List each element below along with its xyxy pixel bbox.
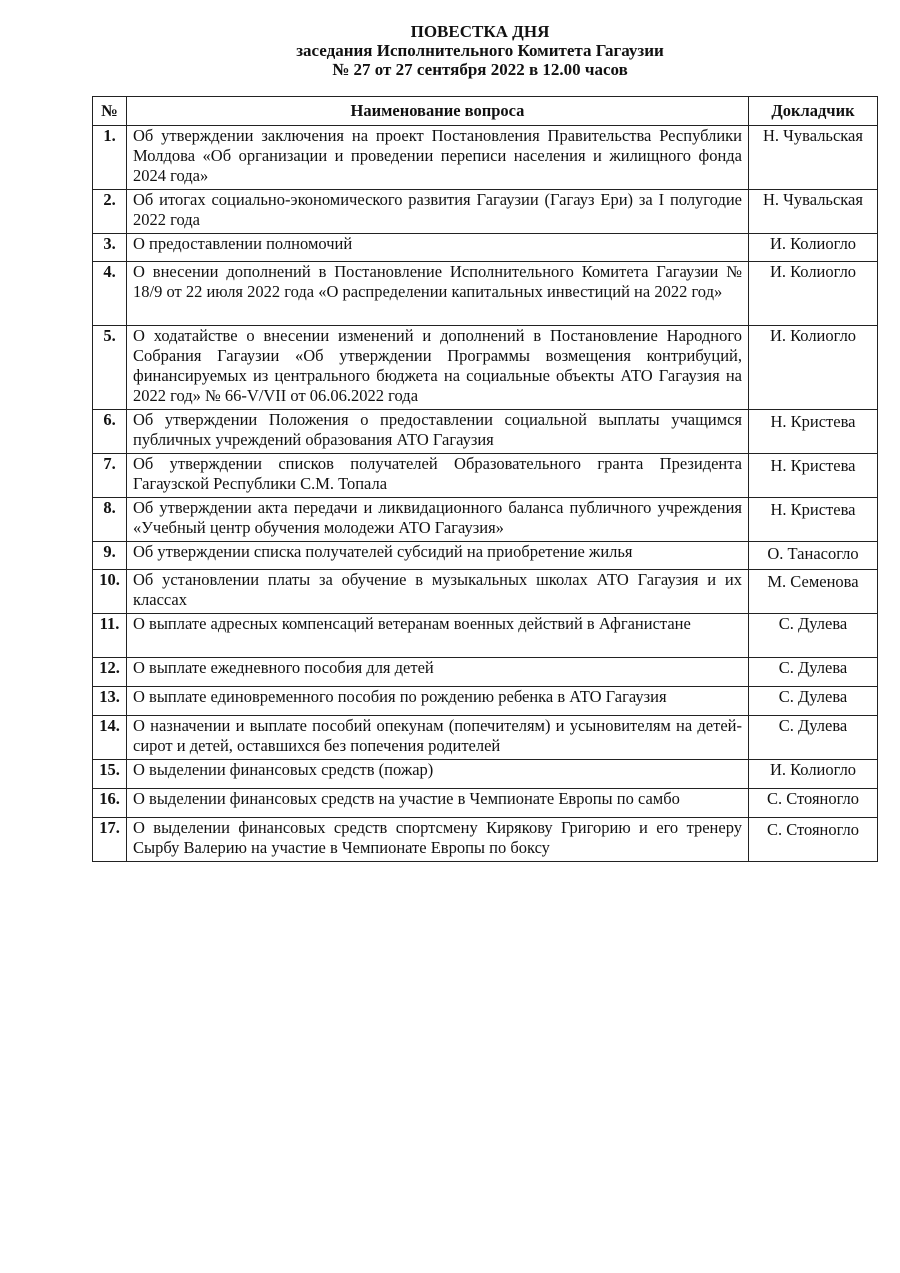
item-title: Об утверждении заключения на проект Постановления Правительства Республики Молдова «Об организации и проведении переписи населения и жилищного фонда 2024 года» <box>127 126 749 190</box>
agenda-row <box>93 570 878 614</box>
agenda-row <box>93 760 878 789</box>
item-title: О выплате адресных компенсаций ветеранам военных действий в Афганистане <box>127 614 749 658</box>
item-speaker: И. Колиогло <box>749 326 878 410</box>
agenda-row <box>93 658 878 687</box>
item-speaker: С. Дулева <box>749 658 878 687</box>
item-speaker: С. Дулева <box>749 716 878 760</box>
item-number: 17. <box>93 818 127 862</box>
item-title: О ходатайстве о внесении изменений и дополнений в Постановление Народного Собрания Гагаузии «Об утверждении Программы возмещения контрибуций, финансируемых из центрального бюджета на социальные объекты АТО Гагаузия на 2022 год» № 66-V/VII от 06.06.2022 года <box>127 326 749 410</box>
item-speaker: И. Колиогло <box>749 234 878 262</box>
document-header <box>0 22 900 79</box>
item-title: Об установлении платы за обучение в музыкальных школах АТО Гагаузия и их классах <box>127 570 749 614</box>
agenda-row <box>93 614 878 658</box>
agenda-row <box>93 818 878 862</box>
agenda-row <box>93 454 878 498</box>
item-number: 2. <box>93 190 127 234</box>
agenda-row <box>93 234 878 262</box>
item-number: 15. <box>93 760 127 789</box>
item-number: 14. <box>93 716 127 760</box>
agenda-row <box>93 687 878 716</box>
agenda-row <box>93 716 878 760</box>
agenda-row <box>93 542 878 570</box>
item-number: 3. <box>93 234 127 262</box>
item-title: О выплате ежедневного пособия для детей <box>127 658 749 687</box>
item-speaker: С. Стояногло <box>749 789 878 818</box>
item-number: 9. <box>93 542 127 570</box>
item-title: Об утверждении акта передачи и ликвидационного баланса публичного учреждения «Учебный центр обучения молодежи АТО Гагаузия» <box>127 498 749 542</box>
agenda-header-row <box>93 97 878 126</box>
column-header-speaker: Докладчик <box>749 97 878 126</box>
agenda-row <box>93 498 878 542</box>
column-header-title: Наименование вопроса <box>127 97 749 126</box>
item-title: О выделении финансовых средств спортсмену Кирякову Григорию и его тренеру Сырбу Валерию на участие в Чемпионате Европы по боксу <box>127 818 749 862</box>
document-title: ПОВЕСТКА ДНЯ <box>410 22 550 41</box>
agenda-row <box>93 190 878 234</box>
item-title: О внесении дополнений в Постановление Исполнительного Комитета Гагаузии № 18/9 от 22 июля 2022 года «О распределении капитальных инвестиций на 2022 год» <box>127 262 749 326</box>
agenda-row <box>93 262 878 326</box>
item-speaker: М. Семенова <box>749 570 878 614</box>
item-speaker: Н. Кристева <box>749 454 878 498</box>
agenda-table <box>92 96 878 862</box>
item-title: О выделении финансовых средств (пожар) <box>127 760 749 789</box>
item-number: 7. <box>93 454 127 498</box>
item-speaker: С. Стояногло <box>749 818 878 862</box>
item-number: 11. <box>93 614 127 658</box>
item-number: 4. <box>93 262 127 326</box>
item-title: Об утверждении списка получателей субсидий на приобретение жилья <box>127 542 749 570</box>
meeting-subtitle: заседания Исполнительного Комитета Гагаузии <box>296 41 664 60</box>
item-speaker: Н. Чувальская <box>749 190 878 234</box>
item-title: О назначении и выплате пособий опекунам (попечителям) и усыновителям на детей-сирот и детей, оставшихся без попечения родителей <box>127 716 749 760</box>
item-speaker: И. Колиогло <box>749 760 878 789</box>
meeting-date-line: № 27 от 27 сентября 2022 в 12.00 часов <box>332 60 628 79</box>
agenda-row <box>93 326 878 410</box>
agenda-row <box>93 789 878 818</box>
agenda-row <box>93 410 878 454</box>
item-speaker: Н. Кристева <box>749 498 878 542</box>
item-title: Об утверждении Положения о предоставлении социальной выплаты учащимся публичных учреждений образования АТО Гагаузия <box>127 410 749 454</box>
agenda-row <box>93 126 878 190</box>
item-number: 8. <box>93 498 127 542</box>
column-header-number: № <box>93 97 127 126</box>
item-number: 5. <box>93 326 127 410</box>
item-title: О выплате единовременного пособия по рождению ребенка в АТО Гагаузия <box>127 687 749 716</box>
item-speaker: И. Колиогло <box>749 262 878 326</box>
item-title: Об утверждении списков получателей Образовательного гранта Президента Гагаузской Республики С.М. Топала <box>127 454 749 498</box>
item-speaker: С. Дулева <box>749 614 878 658</box>
item-title: О предоставлении полномочий <box>127 234 749 262</box>
item-number: 10. <box>93 570 127 614</box>
item-title: Об итогах социально-экономического развития Гагаузии (Гагауз Ери) за I полугодие 2022 года <box>127 190 749 234</box>
item-number: 12. <box>93 658 127 687</box>
item-number: 16. <box>93 789 127 818</box>
item-speaker: Н. Чувальская <box>749 126 878 190</box>
item-number: 13. <box>93 687 127 716</box>
item-number: 1. <box>93 126 127 190</box>
item-number: 6. <box>93 410 127 454</box>
item-title: О выделении финансовых средств на участие в Чемпионате Европы по самбо <box>127 789 749 818</box>
item-speaker: С. Дулева <box>749 687 878 716</box>
item-speaker: О. Танасогло <box>749 542 878 570</box>
item-speaker: Н. Кристева <box>749 410 878 454</box>
